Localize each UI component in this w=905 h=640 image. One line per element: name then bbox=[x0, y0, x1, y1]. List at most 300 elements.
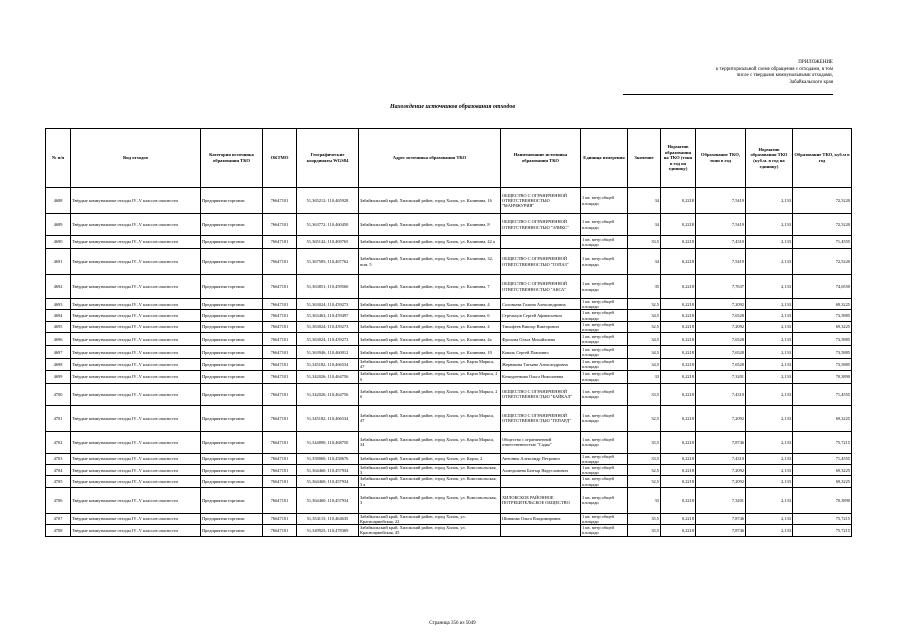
cell-nc: 2,133 bbox=[746, 431, 793, 453]
cell-type: Твёрдые коммунальные отходы IV–V классов опасности bbox=[71, 453, 201, 464]
cell-addr: Забайкальский край, Хилокский район, город Хилок, ул. Калинина, 8 bbox=[359, 214, 501, 236]
cell-n: 4695 bbox=[46, 321, 71, 332]
cell-t: 7,2092 bbox=[696, 321, 746, 332]
cell-n: 4690 bbox=[46, 236, 71, 249]
cell-coord: 51,363463; 110,459497 bbox=[297, 310, 359, 321]
cell-type: Твёрдые коммунальные отходы IV–V классов опасности bbox=[71, 431, 201, 453]
cell-coord: 51,345182; 110,466534 bbox=[297, 405, 359, 431]
cell-c: 75,7215 bbox=[793, 513, 852, 524]
cell-addr: Забайкальский край, Хилокский район, город Хилок, ул. Калинина, 32, пом. 5 bbox=[359, 249, 501, 275]
cell-type: Твёрдые коммунальные отходы IV–V классов опасности bbox=[71, 249, 201, 275]
cell-coord: 51,363851; 110,459560 bbox=[297, 275, 359, 299]
cell-name: ХИЛОКСКОЕ РАЙОННОЕ ПОТРЕБИТЕЛЬСКОЕ ОБЩЕСТВО bbox=[501, 487, 581, 513]
cell-c: 69,3225 bbox=[793, 476, 852, 487]
cell-type: Твёрдые коммунальные отходы IV–V классов опасности bbox=[71, 370, 201, 383]
cell-nt: 0,2218 bbox=[661, 275, 696, 299]
table-row bbox=[46, 299, 852, 310]
cell-coord: 51,367585; 110,467762 bbox=[297, 249, 359, 275]
cell-n: 4699 bbox=[46, 370, 71, 383]
cell-unit: 1 кв. метр общей площади bbox=[581, 275, 628, 299]
cell-nt: 0,2218 bbox=[661, 249, 696, 275]
cell-nc: 2,133 bbox=[746, 465, 793, 476]
cell-unit: 1 кв. метр общей площади bbox=[581, 346, 628, 359]
cell-c: 74,6550 bbox=[793, 275, 852, 299]
col-header: Норматив образования ТКО (куб.м. в год на единицу) bbox=[746, 129, 793, 188]
cell-addr: Забайкальский край, Хилокский район, город Хилок, ул. Комсомольская, 3 а bbox=[359, 476, 501, 487]
cell-addr: Забайкальский край, Хилокский район, город Хилок, ул. Комсомольская, 3 bbox=[359, 465, 501, 476]
col-header: ОКТМО bbox=[263, 129, 297, 188]
cell-n: 4706 bbox=[46, 487, 71, 513]
cell-unit: 1 кв. метр общей площади bbox=[581, 453, 628, 464]
cell-val: 35 bbox=[628, 275, 661, 299]
cell-cat: Предприятия торговли bbox=[201, 359, 263, 370]
cell-nc: 2,133 bbox=[746, 249, 793, 275]
cell-n: 4702 bbox=[46, 431, 71, 453]
cell-val: 35,5 bbox=[628, 513, 661, 524]
cell-t: 7,5419 bbox=[696, 188, 746, 214]
cell-t: 7,4310 bbox=[696, 453, 746, 464]
cell-nt: 0,2218 bbox=[661, 333, 696, 346]
cell-c: 69,3225 bbox=[793, 465, 852, 476]
cell-nc: 2,133 bbox=[746, 236, 793, 249]
cell-type: Твёрдые коммунальные отходы IV–V классов опасности bbox=[71, 310, 201, 321]
cell-oktmo: 76647101 bbox=[263, 321, 297, 332]
col-header: Адрес источника образования ТКО bbox=[359, 129, 501, 188]
cell-addr: Забайкальский край, Хилокский район, город Хилок, ул. Калинина, 42 а bbox=[359, 236, 501, 249]
cell-type: Твёрдые коммунальные отходы IV–V классов опасности bbox=[71, 405, 201, 431]
cell-n: 4692 bbox=[46, 275, 71, 299]
cell-addr: Забайкальский край, Хилокский район, город Хилок, ул. Калинина, 16 bbox=[359, 188, 501, 214]
cell-t: 7,6528 bbox=[696, 310, 746, 321]
cell-n: 4705 bbox=[46, 476, 71, 487]
cell-type: Твёрдые коммунальные отходы IV–V классов опасности bbox=[71, 236, 201, 249]
cell-nt: 0,2218 bbox=[661, 236, 696, 249]
cell-nt: 0,2218 bbox=[661, 465, 696, 476]
cell-nc: 2,133 bbox=[746, 476, 793, 487]
cell-val: 33 bbox=[628, 370, 661, 383]
cell-nt: 0,2218 bbox=[661, 299, 696, 310]
cell-coord: 51,363024; 110,459273 bbox=[297, 299, 359, 310]
cell-oktmo: 76647101 bbox=[263, 249, 297, 275]
cell-type: Твёрдые коммунальные отходы IV–V классов опасности bbox=[71, 487, 201, 513]
cell-nc: 2,133 bbox=[746, 275, 793, 299]
cell-nc: 2,133 bbox=[746, 383, 793, 405]
cell-val: 33 bbox=[628, 487, 661, 513]
cell-t: 7,4310 bbox=[696, 383, 746, 405]
cell-val: 34 bbox=[628, 249, 661, 275]
cell-oktmo: 76647101 bbox=[263, 346, 297, 359]
cell-name: ОБЩЕСТВО С ОГРАНИЧЕННОЙ ОТВЕТСТВЕННОСТЬЮ "МАНЧЖУРИЯ" bbox=[501, 188, 581, 214]
table-row bbox=[46, 383, 852, 405]
col-header: Вид отходов bbox=[71, 129, 201, 188]
cell-nt: 0,2218 bbox=[661, 525, 696, 536]
cell-val: 34,5 bbox=[628, 310, 661, 321]
cell-cat: Предприятия торговли bbox=[201, 453, 263, 464]
cell-coord: 51,363946; 110,460012 bbox=[297, 346, 359, 359]
cell-name: Жернакова Татьяна Александровна bbox=[501, 359, 581, 370]
cell-addr: Забайкальский край, Хилокский район, город Хилок, ул. Калинина, 4 bbox=[359, 321, 501, 332]
cell-c: 72,5220 bbox=[793, 188, 852, 214]
cell-val: 32,5 bbox=[628, 465, 661, 476]
col-header: Образование ТКО, куб.м в год bbox=[793, 129, 852, 188]
sources-table bbox=[45, 128, 852, 537]
cell-oktmo: 76647101 bbox=[263, 275, 297, 299]
cell-t: 7,6528 bbox=[696, 346, 746, 359]
cell-oktmo: 76647101 bbox=[263, 525, 297, 536]
cell-oktmo: 76647101 bbox=[263, 405, 297, 431]
cell-n: 4688 bbox=[46, 188, 71, 214]
cell-unit: 1 кв. метр общей площади bbox=[581, 431, 628, 453]
cell-type: Твёрдые коммунальные отходы IV–V классов опасности bbox=[71, 513, 201, 524]
cell-cat: Предприятия торговли bbox=[201, 310, 263, 321]
cell-t: 7,7637 bbox=[696, 275, 746, 299]
cell-cat: Предприятия торговли bbox=[201, 431, 263, 453]
cell-c: 70,3890 bbox=[793, 370, 852, 383]
cell-val: 32,5 bbox=[628, 321, 661, 332]
cell-cat: Предприятия торговли bbox=[201, 513, 263, 524]
cell-nt: 0,2218 bbox=[661, 359, 696, 370]
cell-unit: 1 кв. метр общей площади bbox=[581, 214, 628, 236]
cell-unit: 1 кв. метр общей площади bbox=[581, 525, 628, 536]
cell-nt: 0,2218 bbox=[661, 321, 696, 332]
cell-nt: 0,2218 bbox=[661, 188, 696, 214]
cell-nt: 0,2218 bbox=[661, 310, 696, 321]
cell-oktmo: 76647101 bbox=[263, 188, 297, 214]
cell-c: 69,3225 bbox=[793, 299, 852, 310]
cell-nt: 0,2218 bbox=[661, 383, 696, 405]
cell-coord: 51,363024; 110,459273 bbox=[297, 321, 359, 332]
cell-val: 32,5 bbox=[628, 299, 661, 310]
cell-nc: 2,133 bbox=[746, 513, 793, 524]
cell-cat: Предприятия торговли bbox=[201, 333, 263, 346]
cell-cat: Предприятия торговли bbox=[201, 487, 263, 513]
cell-nt: 0,2218 bbox=[661, 513, 696, 524]
header-line: Забайкальского края bbox=[789, 79, 833, 85]
cell-oktmo: 76647101 bbox=[263, 359, 297, 370]
cell-cat: Предприятия торговли bbox=[201, 249, 263, 275]
cell-val: 34,5 bbox=[628, 346, 661, 359]
cell-unit: 1 кв. метр общей площади bbox=[581, 370, 628, 383]
table-row bbox=[46, 249, 852, 275]
cell-cat: Предприятия торговли bbox=[201, 383, 263, 405]
header-line: числе с твердыми коммунальными отходами, bbox=[736, 73, 833, 78]
cell-c: 69,3225 bbox=[793, 405, 852, 431]
cell-val: 32,5 bbox=[628, 405, 661, 431]
cell-type: Твёрдые коммунальные отходы IV–V классов опасности bbox=[71, 383, 201, 405]
cell-c: 73,5885 bbox=[793, 310, 852, 321]
cell-coord: 51,364460; 110,457934 bbox=[297, 487, 359, 513]
cell-addr: Забайкальский край, Хилокский район, город Хилок, ул. Калинина, 6 bbox=[359, 310, 501, 321]
table-row bbox=[46, 476, 852, 487]
cell-addr: Забайкальский край, Хилокский район, город Хилок, ул. Калинина, 4а bbox=[359, 333, 501, 346]
cell-coord: 51,349925; 110,478369 bbox=[297, 525, 359, 536]
cell-unit: 1 кв. метр общей площади bbox=[581, 299, 628, 310]
cell-type: Твёрдые коммунальные отходы IV–V классов опасности bbox=[71, 321, 201, 332]
cell-addr: Забайкальский край, Хилокский район, город Хилок, ул. Красноармейская, 22 bbox=[359, 513, 501, 524]
cell-name: Коваль Сергей Павлович bbox=[501, 346, 581, 359]
table-row bbox=[46, 465, 852, 476]
cell-n: 4701 bbox=[46, 405, 71, 431]
cell-c: 71,4555 bbox=[793, 383, 852, 405]
cell-oktmo: 76647101 bbox=[263, 431, 297, 453]
cell-type: Твёрдые коммунальные отходы IV–V классов опасности bbox=[71, 359, 201, 370]
cell-val: 32,5 bbox=[628, 476, 661, 487]
cell-n: 4696 bbox=[46, 333, 71, 346]
cell-name: ОБЩЕСТВО С ОГРАНИЧЕННОЙ ОТВЕТСТВЕННОСТЬЮ "ГЕПАРД" bbox=[501, 405, 581, 431]
cell-n: 4689 bbox=[46, 214, 71, 236]
header-line: ПРИЛОЖЕНИЕ bbox=[798, 60, 833, 65]
cell-name bbox=[501, 476, 581, 487]
cell-nc: 2,133 bbox=[746, 333, 793, 346]
table-row bbox=[46, 214, 852, 236]
cell-cat: Предприятия торговли bbox=[201, 476, 263, 487]
cell-unit: 1 кв. метр общей площади bbox=[581, 405, 628, 431]
cell-oktmo: 76647101 bbox=[263, 333, 297, 346]
cell-addr: Забайкальский край, Хилокский район, город Хилок, ул. Карла Маркса, 2 б bbox=[359, 383, 501, 405]
cell-oktmo: 76647101 bbox=[263, 299, 297, 310]
cell-nc: 2,133 bbox=[746, 487, 793, 513]
cell-nc: 2,133 bbox=[746, 405, 793, 431]
cell-c: 75,7215 bbox=[793, 431, 852, 453]
table-row bbox=[46, 346, 852, 359]
cell-cat: Предприятия торговли bbox=[201, 214, 263, 236]
cell-val: 33,5 bbox=[628, 236, 661, 249]
cell-c: 69,3225 bbox=[793, 321, 852, 332]
cell-cat: Предприятия торговли bbox=[201, 525, 263, 536]
cell-coord: 51,344890; 110,468750 bbox=[297, 431, 359, 453]
header-divider bbox=[623, 94, 833, 95]
cell-t: 7,2092 bbox=[696, 405, 746, 431]
cell-cat: Предприятия торговли bbox=[201, 370, 263, 383]
cell-oktmo: 76647101 bbox=[263, 236, 297, 249]
cell-name: Кочкуренкова Ольга Николаевна bbox=[501, 370, 581, 383]
cell-unit: 1 кв. метр общей площади bbox=[581, 321, 628, 332]
cell-nt: 0,2218 bbox=[661, 405, 696, 431]
header-line: к территориальной схеме обращения с отходами, в том bbox=[716, 66, 833, 72]
cell-name: ОБЩЕСТВО С ОГРАНИЧЕННОЙ ОТВЕТСТВЕННОСТЬЮ "БАЙКАЛ" bbox=[501, 383, 581, 405]
cell-nt: 0,2218 bbox=[661, 476, 696, 487]
col-header: Наименование источника образования ТКО bbox=[501, 129, 581, 188]
cell-t: 7,4310 bbox=[696, 236, 746, 249]
col-header: Значение bbox=[628, 129, 661, 188]
cell-addr: Забайкальский край, Хилокский район, город Хилок, ул. Карла Маркса, 2 б bbox=[359, 370, 501, 383]
cell-n: 4703 bbox=[46, 453, 71, 464]
table-row bbox=[46, 453, 852, 464]
cell-t: 7,2092 bbox=[696, 476, 746, 487]
cell-nc: 2,133 bbox=[746, 359, 793, 370]
cell-addr: Забайкальский край, Хилокский район, город Хилок, ул. Красноармейская, 45 bbox=[359, 525, 501, 536]
cell-coord: 51,364460; 110,457934 bbox=[297, 465, 359, 476]
cell-type: Твёрдые коммунальные отходы IV–V классов опасности bbox=[71, 214, 201, 236]
page-number: Страница 356 из 5049 bbox=[429, 621, 476, 626]
cell-coord: 51,342026; 110,464756 bbox=[297, 370, 359, 383]
cell-t: 7,8746 bbox=[696, 513, 746, 524]
cell-c: 73,5885 bbox=[793, 346, 852, 359]
cell-nt: 0,2218 bbox=[661, 214, 696, 236]
col-header: Географические координаты WGS84 bbox=[297, 129, 359, 188]
cell-coord: 51,363772; 110,460450 bbox=[297, 214, 359, 236]
cell-addr: Забайкальский край, Хилокский район, город Хилок, ул. Калинина, 10 bbox=[359, 346, 501, 359]
cell-t: 7,6528 bbox=[696, 359, 746, 370]
cell-t: 7,5419 bbox=[696, 249, 746, 275]
table-row bbox=[46, 310, 852, 321]
cell-nt: 0,2218 bbox=[661, 431, 696, 453]
cell-name: ОБЩЕСТВО С ОГРАНИЧЕННОЙ ОТВЕТСТВЕННОСТЬЮ "ТОПАЗ" bbox=[501, 249, 581, 275]
cell-name: Антонюк Александр Петрович bbox=[501, 453, 581, 464]
table-row bbox=[46, 359, 852, 370]
cell-oktmo: 76647101 bbox=[263, 310, 297, 321]
cell-name: ОБЩЕСТВО С ОГРАНИЧЕННОЙ ОТВЕТСТВЕННОСТЬЮ "ЭЛИКС" bbox=[501, 214, 581, 236]
cell-t: 7,6528 bbox=[696, 333, 746, 346]
cell-addr: Забайкальский край, Хилокский район, город Хилок, ул. Калинина, 4 bbox=[359, 299, 501, 310]
cell-cat: Предприятия торговли bbox=[201, 321, 263, 332]
cell-addr: Забайкальский край, Хилокский район, город Хилок, ул. Комсомольская, 3 bbox=[359, 487, 501, 513]
col-header: Категория источника образования ТКО bbox=[201, 129, 263, 188]
cell-type: Твёрдые коммунальные отходы IV–V классов опасности bbox=[71, 188, 201, 214]
cell-type: Твёрдые коммунальные отходы IV–V классов опасности bbox=[71, 346, 201, 359]
cell-name: Ахмедшиева Батгыр Нарусловович bbox=[501, 465, 581, 476]
cell-cat: Предприятия торговли bbox=[201, 346, 263, 359]
cell-coord: 51,342026; 110,464756 bbox=[297, 383, 359, 405]
cell-oktmo: 76647101 bbox=[263, 487, 297, 513]
cell-cat: Предприятия торговли bbox=[201, 188, 263, 214]
appendix-header bbox=[623, 60, 833, 86]
cell-c: 73,5885 bbox=[793, 333, 852, 346]
table-row bbox=[46, 370, 852, 383]
col-header: Единица измерения bbox=[581, 129, 628, 188]
cell-unit: 1 кв. метр общей площади bbox=[581, 188, 628, 214]
cell-unit: 1 кв. метр общей площади bbox=[581, 333, 628, 346]
cell-val: 34 bbox=[628, 214, 661, 236]
cell-addr: Забайкальский край, Хилокский район, город Хилок, ул. Калинина, 7 bbox=[359, 275, 501, 299]
cell-val: 34 bbox=[628, 188, 661, 214]
cell-nt: 0,2218 bbox=[661, 487, 696, 513]
cell-nc: 2,133 bbox=[746, 310, 793, 321]
cell-name: Стрельцов Сергей Афанасьевич bbox=[501, 310, 581, 321]
cell-type: Твёрдые коммунальные отходы IV–V классов опасности bbox=[71, 525, 201, 536]
page-title: Нахождение источников образования отходов bbox=[389, 104, 516, 110]
cell-name: Фролова Ольга Михайловна bbox=[501, 333, 581, 346]
cell-name bbox=[501, 236, 581, 249]
cell-name: ОБЩЕСТВО С ОГРАНИЧЕННОЙ ОТВЕТСТВЕННОСТЬЮ "АКСА" bbox=[501, 275, 581, 299]
cell-unit: 1 кв. метр общей площади bbox=[581, 359, 628, 370]
cell-nc: 2,133 bbox=[746, 214, 793, 236]
cell-coord: 51,363024; 110,459273 bbox=[297, 333, 359, 346]
cell-coord: 51,358060; 110,458676 bbox=[297, 453, 359, 464]
cell-unit: 1 кв. метр общей площади bbox=[581, 465, 628, 476]
cell-coord: 51,354115; 110,464635 bbox=[297, 513, 359, 524]
cell-unit: 1 кв. метр общей площади bbox=[581, 513, 628, 524]
cell-cat: Предприятия торговли bbox=[201, 405, 263, 431]
cell-type: Твёрдые коммунальные отходы IV–V классов опасности bbox=[71, 476, 201, 487]
cell-n: 4691 bbox=[46, 249, 71, 275]
cell-c: 71,4555 bbox=[793, 236, 852, 249]
cell-t: 7,2092 bbox=[696, 465, 746, 476]
cell-unit: 1 кв. метр общей площади bbox=[581, 476, 628, 487]
cell-t: 7,2092 bbox=[696, 299, 746, 310]
cell-oktmo: 76647101 bbox=[263, 465, 297, 476]
table-row bbox=[46, 513, 852, 524]
cell-nc: 2,133 bbox=[746, 299, 793, 310]
cell-coord: 51,365142; 110,469765 bbox=[297, 236, 359, 249]
col-header: Образование ТКО, тонн в год bbox=[696, 129, 746, 188]
cell-n: 4704 bbox=[46, 465, 71, 476]
cell-unit: 1 кв. метр общей площади bbox=[581, 236, 628, 249]
cell-cat: Предприятия торговли bbox=[201, 465, 263, 476]
table-row bbox=[46, 405, 852, 431]
cell-nc: 2,133 bbox=[746, 188, 793, 214]
cell-coord: 51,365212; 110,465928 bbox=[297, 188, 359, 214]
cell-val: 33,5 bbox=[628, 453, 661, 464]
col-header: Норматив образования на ТКО (тонн в год на единицу) bbox=[661, 129, 696, 188]
cell-type: Твёрдые коммунальные отходы IV–V классов опасности bbox=[71, 275, 201, 299]
cell-name: Шимкова Ольга Владимировна bbox=[501, 513, 581, 524]
cell-val: 33,5 bbox=[628, 383, 661, 405]
cell-name: Общество с ограниченной ответственностью "Садко" bbox=[501, 431, 581, 453]
cell-type: Твёрдые коммунальные отходы IV–V классов опасности bbox=[71, 465, 201, 476]
cell-t: 7,3201 bbox=[696, 370, 746, 383]
cell-oktmo: 76647101 bbox=[263, 513, 297, 524]
cell-t: 7,3201 bbox=[696, 487, 746, 513]
table-row bbox=[46, 487, 852, 513]
cell-oktmo: 76647101 bbox=[263, 214, 297, 236]
cell-oktmo: 76647101 bbox=[263, 383, 297, 405]
cell-cat: Предприятия торговли bbox=[201, 299, 263, 310]
cell-t: 7,8746 bbox=[696, 525, 746, 536]
cell-c: 71,4555 bbox=[793, 453, 852, 464]
cell-cat: Предприятия торговли bbox=[201, 275, 263, 299]
cell-addr: Забайкальский край, Хилокский район, город Хилок, ул. Карла, 2 bbox=[359, 453, 501, 464]
cell-name bbox=[501, 525, 581, 536]
cell-name: Тимофеев Виктор Викторович bbox=[501, 321, 581, 332]
cell-val: 35,5 bbox=[628, 525, 661, 536]
cell-nc: 2,133 bbox=[746, 525, 793, 536]
cell-unit: 1 кв. метр общей площади bbox=[581, 310, 628, 321]
table-row bbox=[46, 321, 852, 332]
cell-type: Твёрдые коммунальные отходы IV–V классов опасности bbox=[71, 333, 201, 346]
cell-addr: Забайкальский край, Хилокский район, город Хилок, ул. Карла Маркса, 47 bbox=[359, 405, 501, 431]
col-header: № п/п bbox=[46, 129, 71, 188]
cell-name: Соловьева Галина Александровна bbox=[501, 299, 581, 310]
cell-addr: Забайкальский край, Хилокский район, город Хилок, ул. Карла Маркса, 34 bbox=[359, 431, 501, 453]
table-row bbox=[46, 431, 852, 453]
table-row bbox=[46, 525, 852, 536]
table-row bbox=[46, 188, 852, 214]
cell-n: 4698 bbox=[46, 359, 71, 370]
cell-t: 7,5419 bbox=[696, 214, 746, 236]
cell-nc: 2,133 bbox=[746, 370, 793, 383]
cell-n: 4697 bbox=[46, 346, 71, 359]
cell-cat: Предприятия торговли bbox=[201, 236, 263, 249]
table-body bbox=[46, 188, 852, 537]
cell-c: 72,5220 bbox=[793, 214, 852, 236]
cell-n: 4708 bbox=[46, 525, 71, 536]
cell-coord: 51,364460; 110,457934 bbox=[297, 476, 359, 487]
cell-nc: 2,133 bbox=[746, 453, 793, 464]
cell-val: 34,5 bbox=[628, 333, 661, 346]
cell-nc: 2,133 bbox=[746, 321, 793, 332]
cell-val: 35,5 bbox=[628, 431, 661, 453]
cell-c: 72,5220 bbox=[793, 249, 852, 275]
cell-n: 4693 bbox=[46, 299, 71, 310]
cell-c: 73,5885 bbox=[793, 359, 852, 370]
cell-oktmo: 76647101 bbox=[263, 370, 297, 383]
table-header-row bbox=[46, 129, 852, 188]
cell-n: 4700 bbox=[46, 383, 71, 405]
table-row bbox=[46, 333, 852, 346]
cell-c: 75,7215 bbox=[793, 525, 852, 536]
cell-t: 7,8746 bbox=[696, 431, 746, 453]
